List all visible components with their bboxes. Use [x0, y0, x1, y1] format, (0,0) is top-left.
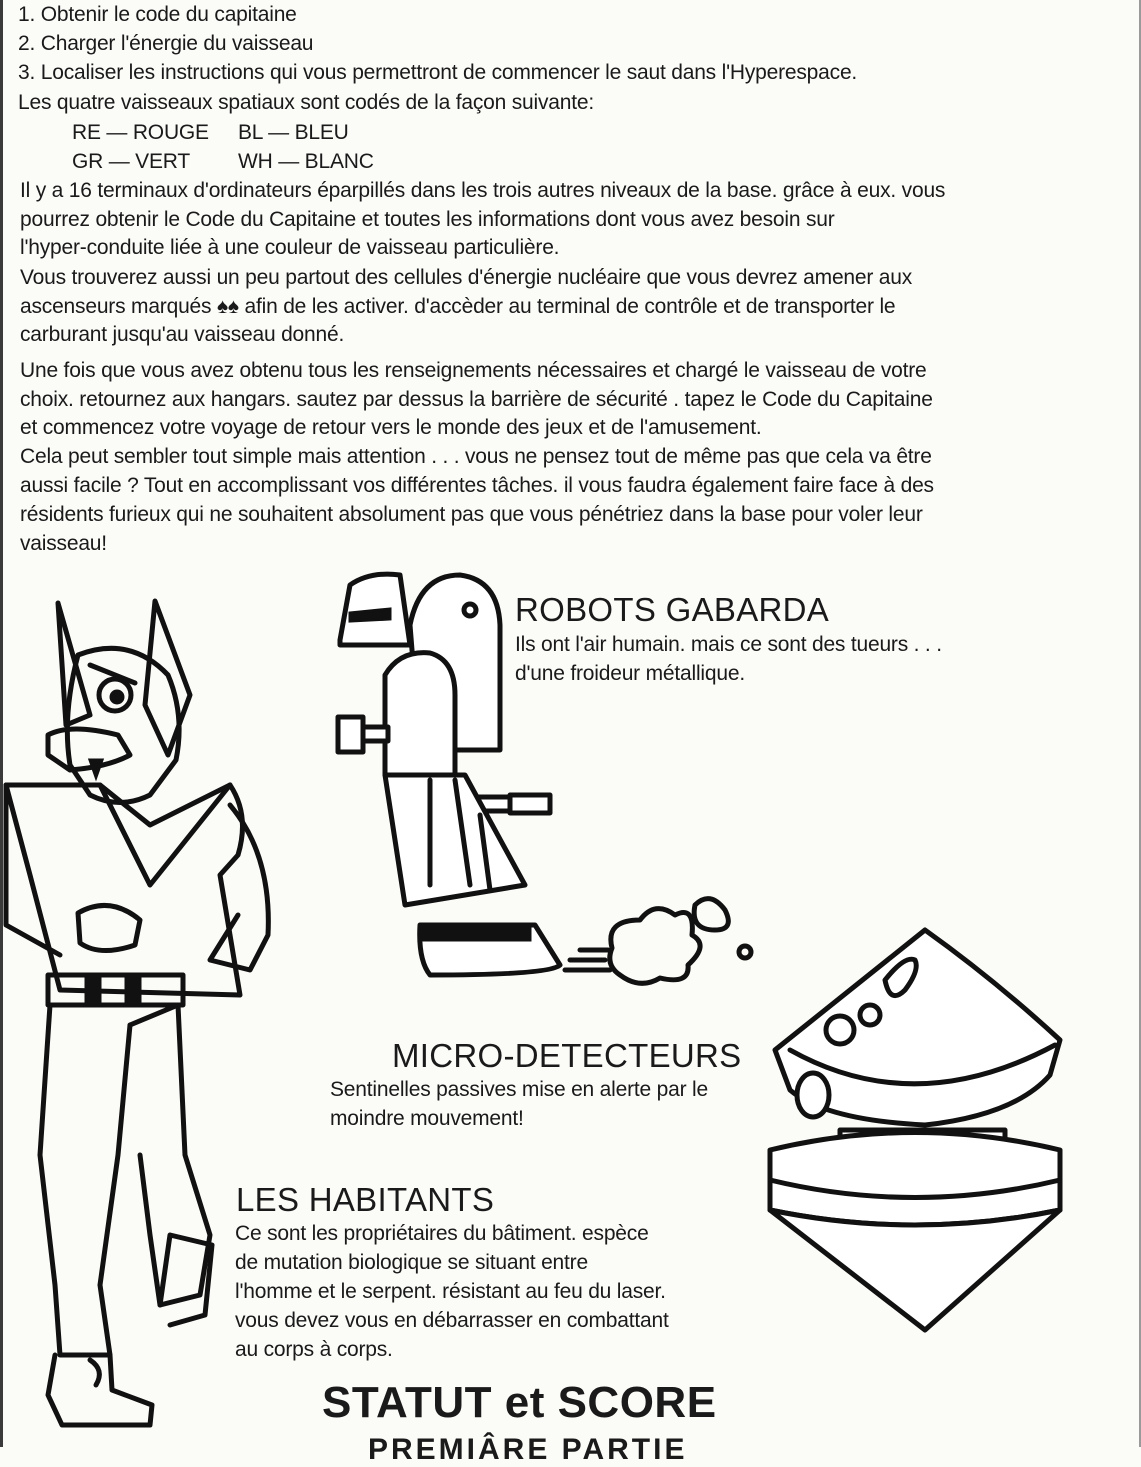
status-score-subheading: PREMIÂRE PARTIE: [368, 1433, 688, 1466]
inhabitants-title: LES HABITANTS: [236, 1181, 495, 1218]
code-white: WH — BLANC: [238, 150, 374, 173]
micro-detectors-title: MICRO-DETECTEURS: [392, 1037, 742, 1074]
robots-gabarda-desc-line: Ils ont l'air humain. mais ce sont des tueurs . . .: [515, 633, 942, 656]
paragraph-line: Il y a 16 terminaux d'ordinateurs éparpillés dans les trois autres niveaux de la base. grâce à eux. vous: [20, 179, 946, 202]
robots-gabarda-title: ROBOTS GABARDA: [515, 591, 830, 628]
code-red: RE — ROUGE: [72, 121, 209, 144]
paragraph-line: aussi facile ? Tout en accomplissant vos différentes tâches. il vous faudra également faire face à des: [20, 474, 934, 497]
codes-intro: Les quatre vaisseaux spatiaux sont codés de la façon suivante:: [18, 91, 594, 114]
status-score-heading: STATUT et SCORE: [322, 1378, 717, 1427]
inhabitants-desc-line: Ce sont les propriétaires du bâtiment. espèce: [235, 1222, 649, 1245]
micro-detector-illustration: [765, 920, 1075, 1340]
paragraph-line: Vous trouverez aussi un peu partout des cellules d'énergie nucléaire que vous devrez amener aux: [20, 266, 913, 289]
paragraph-line: choix. retournez aux hangars. sautez par dessus la barrière de sécurité . tapez le Code du Capitaine: [20, 388, 933, 411]
micro-detectors-desc-line: Sentinelles passives mise en alerte par le: [330, 1078, 708, 1101]
inhabitants-desc-line: vous devez vous en débarrasser en combattant: [235, 1309, 669, 1332]
inhabitants-desc-line: au corps à corps.: [235, 1338, 393, 1361]
step-2: 2. Charger l'énergie du vaisseau: [18, 32, 314, 55]
paragraph-line: résidents furieux qui ne souhaitent absolument pas que vous pénétriez dans la base pour voler leur: [20, 503, 923, 526]
paragraph-line: vaisseau!: [20, 532, 107, 555]
inhabitants-desc-line: l'homme et le serpent. résistant au feu du laser.: [235, 1280, 666, 1303]
robots-gabarda-desc-line: d'une froideur métallique.: [515, 662, 745, 685]
paragraph-line: pourrez obtenir le Code du Capitaine et toutes les informations dont vous avez besoin sur: [20, 208, 835, 231]
code-green: GR — VERT: [72, 150, 190, 173]
paragraph-line: ascenseurs marqués ♠♠ afin de les activer. d'accèder au terminal de contrôle et de transporter le: [20, 295, 896, 318]
inhabitants-desc-line: de mutation biologique se situant entre: [235, 1251, 588, 1274]
paragraph-line: Une fois que vous avez obtenu tous les renseignements nécessaires et chargé le vaisseau de votre: [20, 359, 927, 382]
paragraph-line: Cela peut sembler tout simple mais attention . . . vous ne pensez tout de même pas que cela va être: [20, 445, 932, 468]
step-3: 3. Localiser les instructions qui vous permettront de commencer le saut dans l'Hyperespace.: [18, 61, 858, 84]
exhaust-cloud: [560, 890, 760, 1000]
paragraph-line: l'hyper-conduite liée à une couleur de vaisseau particulière.: [20, 236, 560, 259]
micro-detectors-desc-line: moindre mouvement!: [330, 1107, 524, 1130]
step-1: 1. Obtenir le code du capitaine: [18, 3, 297, 26]
paragraph-line: carburant jusqu'au vaisseau donné.: [20, 323, 345, 346]
code-blue: BL — BLEU: [238, 121, 349, 144]
paragraph-line: et commencez votre voyage de retour vers le monde des jeux et de l'amusement.: [20, 416, 762, 439]
